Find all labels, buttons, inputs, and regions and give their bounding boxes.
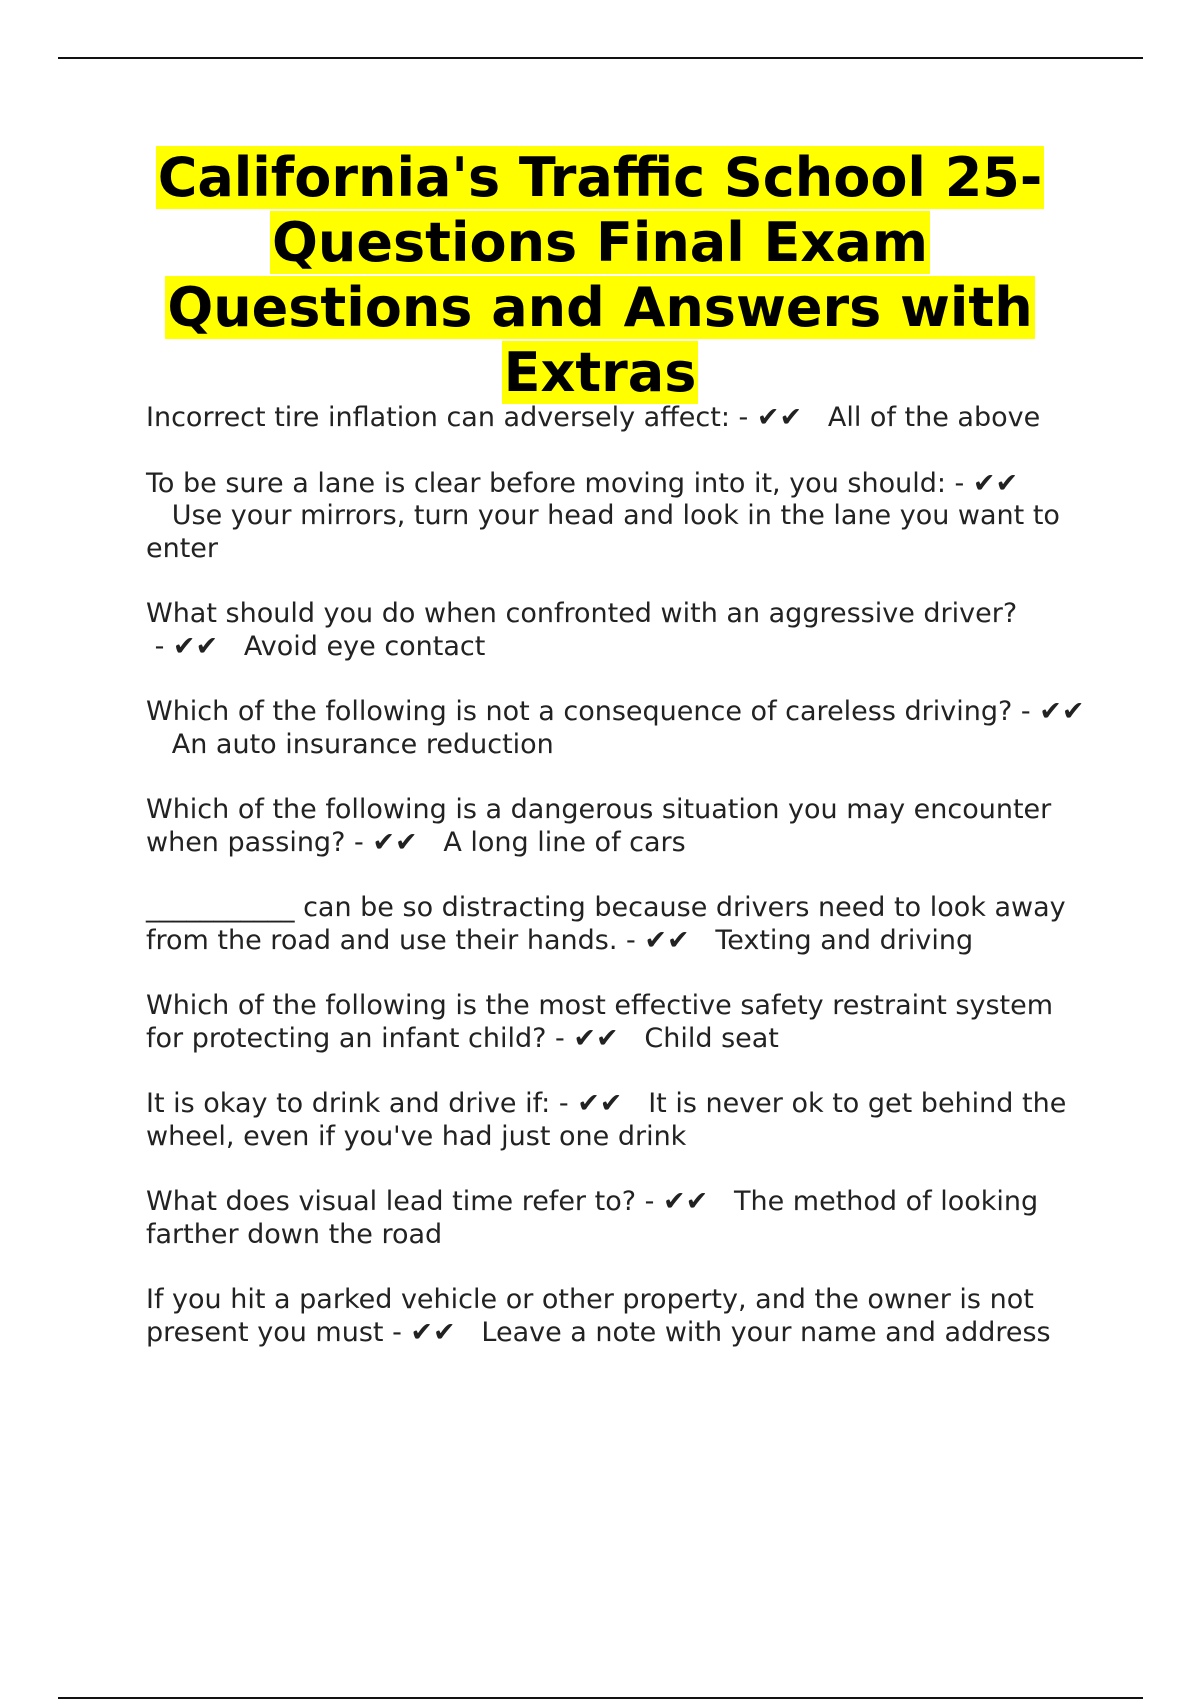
separator: - bbox=[345, 826, 373, 858]
qa-item bbox=[146, 1284, 1086, 1349]
answer-text: Texting and driving bbox=[715, 924, 974, 956]
separator: - bbox=[383, 1316, 411, 1348]
answer-text: Leave a note with your name and address bbox=[481, 1316, 1051, 1348]
answer-gap bbox=[802, 402, 828, 433]
check-mark-icon: ✔✔ bbox=[756, 402, 803, 433]
separator: - bbox=[1012, 696, 1040, 727]
question-text: If you hit a parked vehicle or other property, and the owner is not present you must bbox=[146, 1284, 1034, 1348]
question-text: What does visual lead time refer to? bbox=[146, 1186, 637, 1217]
separator: - bbox=[945, 467, 973, 499]
top-rule bbox=[58, 57, 1143, 59]
question-text: Which of the following is a dangerous situation you may encounter when passing? bbox=[146, 794, 1052, 858]
answer-gap bbox=[708, 1186, 734, 1217]
separator: - bbox=[636, 1186, 663, 1217]
title-block bbox=[110, 145, 1090, 405]
answer-text: A long line of cars bbox=[443, 826, 686, 858]
qa-list bbox=[146, 402, 1086, 1382]
question-text: Incorrect tire inflation can adversely affect: bbox=[146, 402, 730, 433]
question-text: To be sure a lane is clear before moving into it, you should: bbox=[146, 467, 946, 499]
check-mark-icon: ✔✔ bbox=[172, 630, 219, 662]
check-mark-icon: ✔✔ bbox=[372, 826, 418, 858]
check-mark-icon: ✔✔ bbox=[972, 467, 1019, 499]
answer-gap bbox=[146, 500, 172, 531]
question-text: Which of the following is the most effective safety restraint system for protecting an infant child? bbox=[146, 990, 1054, 1054]
answer-gap bbox=[690, 925, 716, 956]
check-mark-icon: ✔✔ bbox=[410, 1316, 456, 1348]
separator: - bbox=[550, 1088, 578, 1119]
answer-gap bbox=[146, 729, 172, 760]
answer-text: Avoid eye contact bbox=[243, 630, 486, 662]
check-mark-icon: ✔✔ bbox=[1039, 696, 1085, 727]
question-text: ___________ can be so distracting because drivers need to look away from the road and use their hands. bbox=[146, 892, 1066, 956]
question-text: It is okay to drink and drive if: bbox=[146, 1088, 551, 1119]
qa-item bbox=[146, 598, 1086, 663]
question-text: Which of the following is not a consequence of careless driving? bbox=[146, 696, 1013, 727]
check-mark-icon: ✔✔ bbox=[573, 1022, 619, 1054]
bottom-rule bbox=[58, 1697, 1143, 1699]
check-mark-icon: ✔✔ bbox=[662, 1186, 709, 1217]
answer-gap bbox=[619, 1023, 645, 1054]
qa-item bbox=[146, 794, 1086, 859]
answer-gap bbox=[456, 1317, 482, 1348]
separator: - bbox=[546, 1022, 574, 1054]
qa-item bbox=[146, 402, 1086, 435]
question-text: What should you do when confronted with an aggressive driver? bbox=[146, 598, 1018, 629]
answer-gap bbox=[218, 631, 244, 662]
separator: - bbox=[617, 924, 645, 956]
answer-text: An auto insurance reduction bbox=[171, 728, 554, 760]
answer-text: Child seat bbox=[644, 1022, 779, 1054]
check-mark-icon: ✔✔ bbox=[644, 924, 690, 956]
answer-text: All of the above bbox=[827, 402, 1041, 433]
qa-item bbox=[146, 1186, 1086, 1251]
answer-text: Use your mirrors, turn your head and look in the lane you want to enter bbox=[146, 500, 1060, 564]
answer-text: It is never ok to get behind the wheel, even if you've had just one drink bbox=[146, 1088, 1067, 1152]
document-title: California's Traffic School 25-Questions Final Exam Questions and Answers with Extras bbox=[157, 146, 1043, 404]
separator: - bbox=[729, 402, 757, 433]
answer-text: The method of looking farther down the road bbox=[146, 1186, 1039, 1250]
qa-item bbox=[146, 892, 1086, 957]
qa-item bbox=[146, 990, 1086, 1055]
answer-gap bbox=[418, 827, 444, 858]
separator: - bbox=[146, 630, 173, 662]
qa-item bbox=[146, 1088, 1086, 1153]
check-mark-icon: ✔✔ bbox=[577, 1088, 623, 1119]
qa-item bbox=[146, 696, 1086, 761]
qa-item bbox=[146, 468, 1086, 566]
answer-gap bbox=[622, 1088, 648, 1119]
